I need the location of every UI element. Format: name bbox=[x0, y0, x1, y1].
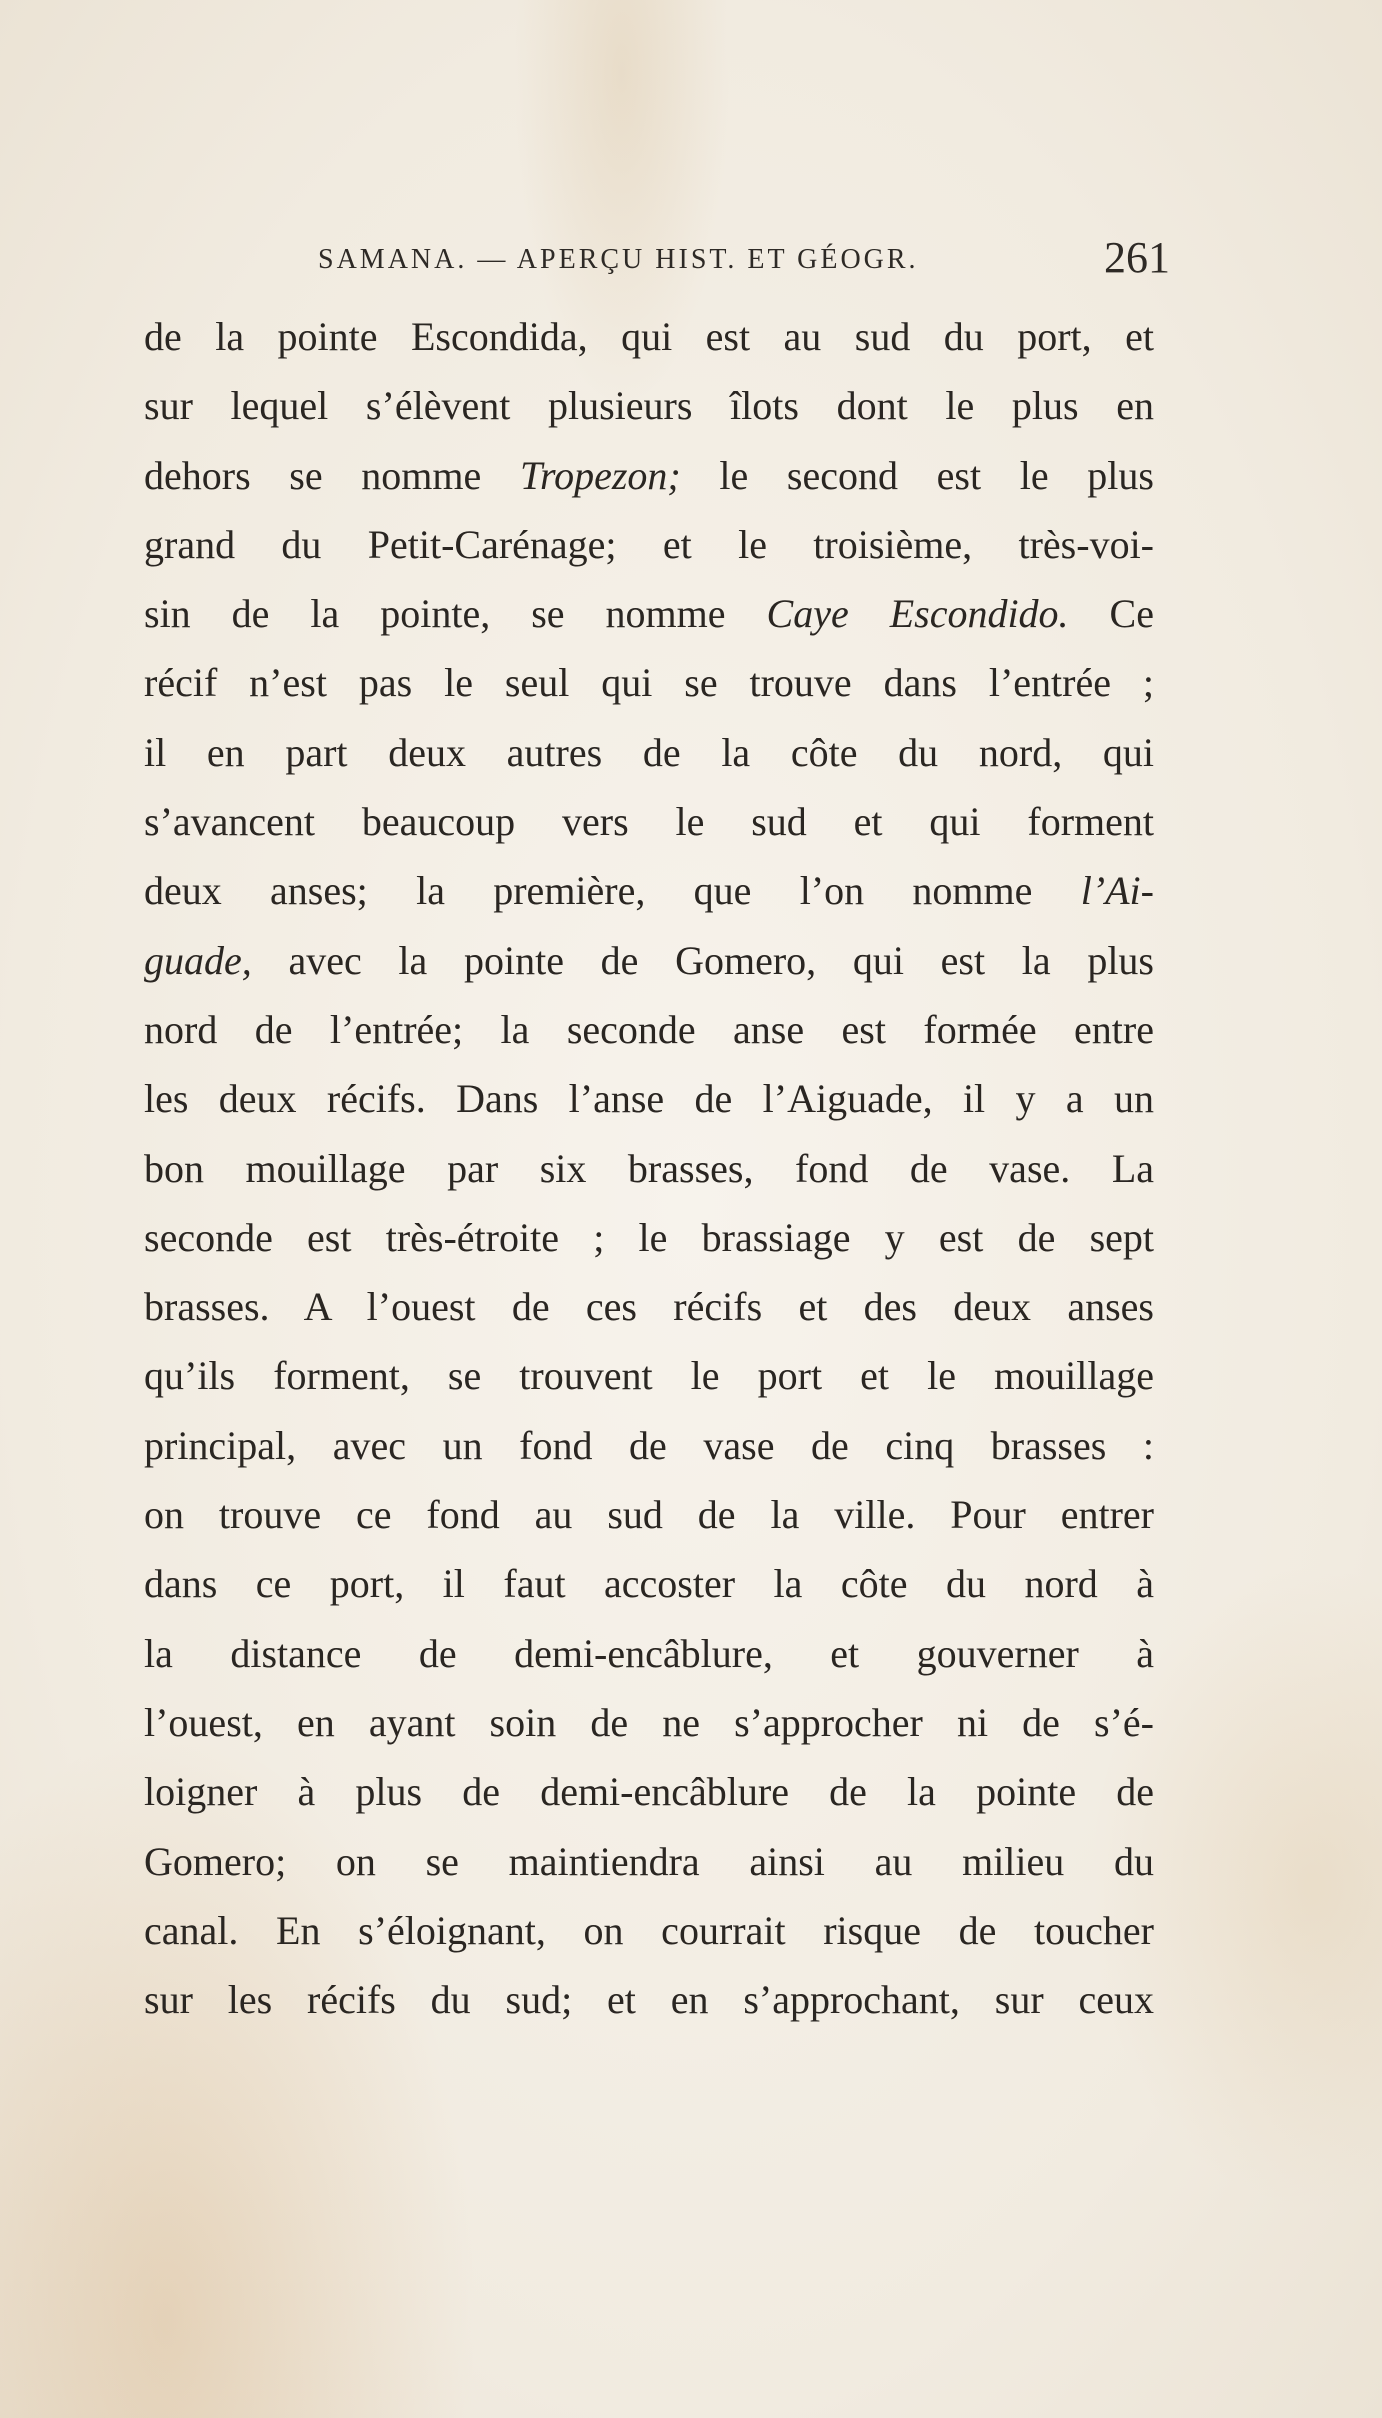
text-segment: brasses. A l’ouest de ces récifs et des deux anses bbox=[144, 1284, 1154, 1330]
text-segment: Ce bbox=[1068, 591, 1154, 637]
text-line bbox=[144, 510, 1154, 579]
text-segment: principal, avec un fond de vase de cinq brasses : bbox=[144, 1422, 1154, 1468]
text-line bbox=[144, 1688, 1154, 1757]
text-line bbox=[144, 1134, 1154, 1203]
running-title: SAMANA. — APERÇU HIST. ET GÉOGR. bbox=[318, 244, 919, 275]
text-line bbox=[144, 787, 1154, 856]
text-line bbox=[144, 302, 1154, 371]
text-segment: s’avancent beaucoup vers le sud et qui forment bbox=[144, 799, 1154, 845]
italic-text: Caye Escondido. bbox=[766, 591, 1069, 637]
text-segment: sin de la pointe, se nomme bbox=[144, 591, 767, 637]
text-segment: le second est le plus bbox=[680, 452, 1154, 498]
text-segment: dans ce port, il faut accoster la côte du nord à bbox=[144, 1561, 1154, 1607]
text-line bbox=[144, 1064, 1154, 1133]
text-segment: sur lequel s’élèvent plusieurs îlots dont le plus en bbox=[144, 383, 1154, 429]
text-line bbox=[144, 995, 1154, 1064]
text-segment: qu’ils forment, se trouvent le port et le mouillage bbox=[144, 1353, 1154, 1399]
text-segment: nord de l’entrée; la seconde anse est formée entre bbox=[144, 1006, 1154, 1052]
text-segment: grand du Petit-Carénage; et le troisième, très-voi- bbox=[144, 521, 1154, 567]
text-segment: canal. En s’éloignant, on courrait risque de toucher bbox=[144, 1907, 1154, 1953]
text-line bbox=[144, 1480, 1154, 1549]
text-segment: deux anses; la première, que l’on nomme bbox=[144, 868, 1081, 914]
text-line bbox=[144, 1411, 1154, 1480]
italic-text: guade, bbox=[144, 937, 252, 983]
text-segment: sur les récifs du sud; et en s’approchant, sur ceux bbox=[144, 1977, 1154, 2023]
text-segment: seconde est très-étroite ; le brassiage y est de sept bbox=[144, 1214, 1154, 1260]
text-line bbox=[144, 1827, 1154, 1896]
text-line bbox=[144, 856, 1154, 925]
italic-text: Tropezon; bbox=[519, 452, 681, 498]
text-segment: il en part deux autres de la côte du nord, qui bbox=[144, 729, 1154, 775]
text-line bbox=[144, 926, 1154, 995]
text-segment: de la pointe Escondida, qui est au sud du port, et bbox=[144, 314, 1154, 359]
text-line bbox=[144, 648, 1154, 717]
text-segment: on trouve ce fond au sud de la ville. Pour entrer bbox=[144, 1492, 1154, 1538]
text-segment: avec la pointe de Gomero, qui est la plus bbox=[251, 937, 1154, 983]
text-line bbox=[144, 371, 1154, 440]
text-segment: loigner à plus de demi-encâblure de la pointe de bbox=[144, 1769, 1154, 1815]
text-segment: dehors se nomme bbox=[144, 452, 520, 498]
text-segment: les deux récifs. Dans l’anse de l’Aiguade, il y a un bbox=[144, 1076, 1154, 1122]
text-line bbox=[144, 1757, 1154, 1826]
body-text bbox=[144, 302, 1154, 2034]
text-line bbox=[144, 1619, 1154, 1688]
text-line bbox=[144, 1272, 1154, 1341]
text-line bbox=[144, 441, 1154, 510]
text-segment: l’ouest, en ayant soin de ne s’approcher ni de s’é- bbox=[144, 1699, 1154, 1745]
text-line bbox=[144, 718, 1154, 787]
page-number: 261 bbox=[1104, 233, 1170, 282]
text-line bbox=[144, 1549, 1154, 1618]
text-line bbox=[144, 579, 1154, 648]
text-segment: bon mouillage par six brasses, fond de vase. La bbox=[144, 1145, 1154, 1191]
text-line bbox=[144, 1341, 1154, 1410]
text-segment: Gomero; on se maintiendra ainsi au milieu du bbox=[144, 1838, 1154, 1884]
text-line bbox=[144, 1203, 1154, 1272]
italic-text: l’Ai- bbox=[1080, 868, 1154, 914]
text-line bbox=[144, 1896, 1154, 1965]
text-segment: récif n’est pas le seul qui se trouve dans l’entrée ; bbox=[144, 660, 1154, 706]
page-header bbox=[318, 232, 1170, 296]
text-line bbox=[144, 1965, 1154, 2034]
text-segment: la distance de demi-encâblure, et gouverner à bbox=[144, 1630, 1154, 1676]
